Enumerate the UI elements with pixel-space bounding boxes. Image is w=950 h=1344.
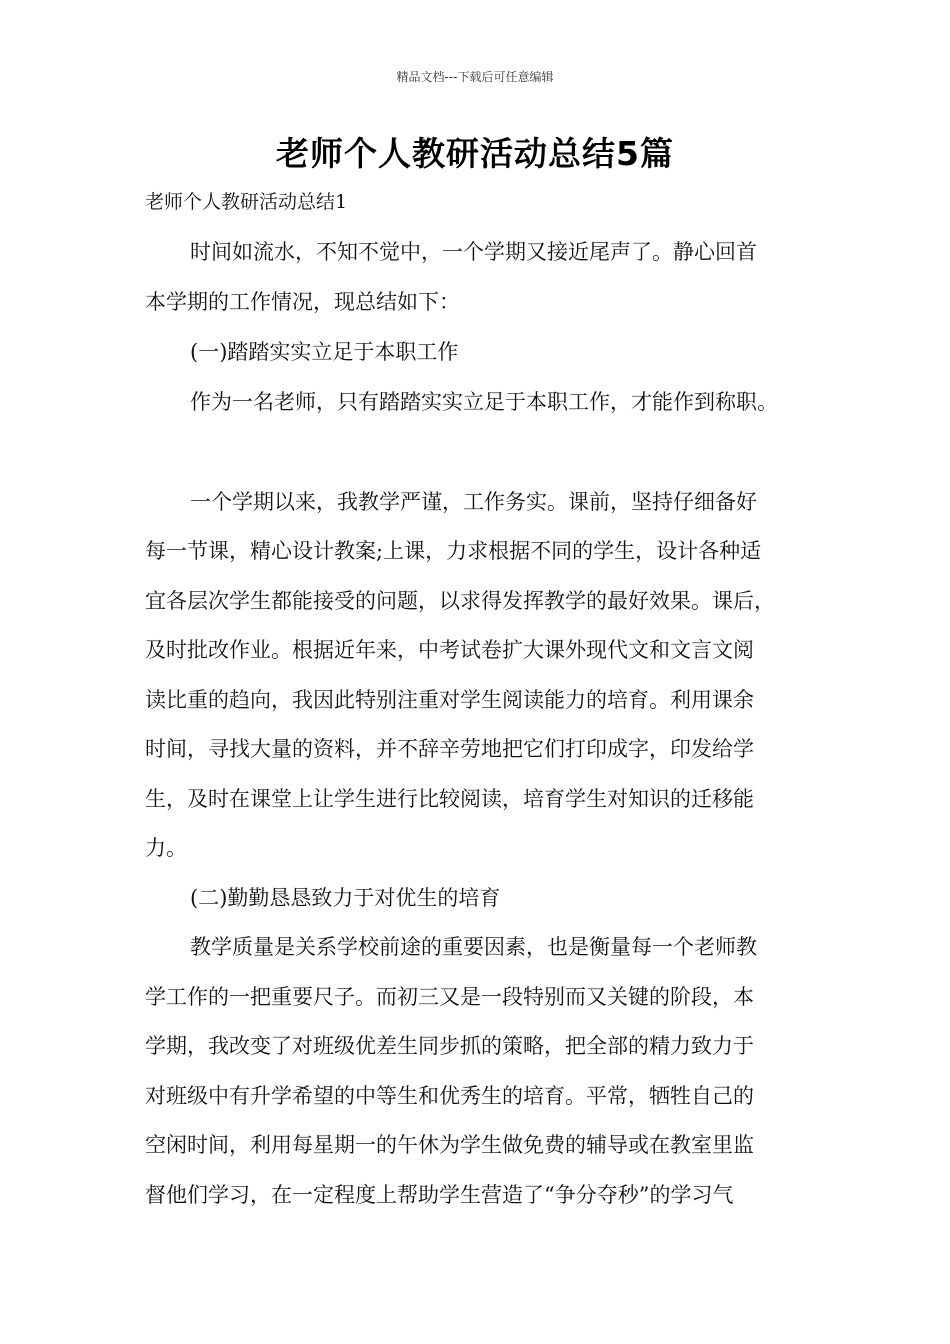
paragraph-line: 空闲时间，利用每星期一的午休为学生做免费的辅导或在教室里监 xyxy=(145,1133,754,1157)
paragraph-line: 每一节课，精心设计教案;上课，力求根据不同的学生，设计各种适 xyxy=(145,539,762,563)
header-note: 精品文档---下载后可任意编辑 xyxy=(396,70,554,84)
paragraph-line: 对班级中有升学希望的中等生和优秀生的培育。平常，牺牲自己的 xyxy=(145,1084,754,1108)
document-title: 老师个人教研活动总结5篇 xyxy=(276,134,674,173)
section-heading: (一)踏踏实实立足于本职工作 xyxy=(190,340,459,364)
paragraph-line: 及时批改作业。根据近年来，中考试卷扩大课外现代文和文言文阅 xyxy=(145,638,754,662)
paragraph-line: 力。 xyxy=(145,836,187,860)
paragraph-line: 作为一名老师，只有踏踏实实立足于本职工作，才能作到称职。 xyxy=(190,390,778,414)
paragraph-line: 宜各层次学生都能接受的问题，以求得发挥教学的最好效果。课后， xyxy=(145,589,775,613)
paragraph-line: 时间如流水，不知不觉中，一个学期又接近尾声了。静心回首 xyxy=(190,240,757,264)
paragraph-line: 学期，我改变了对班级优差生同步抓的策略，把全部的精力致力于 xyxy=(145,1034,754,1058)
paragraph-line: 本学期的工作情况，现总结如下： xyxy=(145,290,460,314)
section-heading: (二)勤勤恳恳致力于对优生的培育 xyxy=(190,886,501,910)
paragraph-line: 督他们学习，在一定程度上帮助学生营造了“争分夺秒”的学习气 xyxy=(145,1183,734,1207)
paragraph-line: 教学质量是关系学校前途的重要因素，也是衡量每一个老师教 xyxy=(190,935,757,959)
paragraph-line: 时间，寻找大量的资料，并不辞辛劳地把它们打印成字，印发给学 xyxy=(145,737,754,761)
paragraph-line: 一个学期以来，我教学严谨，工作务实。课前，坚持仔细备好 xyxy=(190,490,757,514)
paragraph-line: 学工作的一把重要尺子。而初三又是一段特别而又关键的阶段，本 xyxy=(145,985,754,1009)
paragraph-line: 读比重的趋向，我因此特别注重对学生阅读能力的培育。利用课余 xyxy=(145,688,754,712)
section-subtitle: 老师个人教研活动总结1 xyxy=(145,191,348,213)
paragraph-line: 生，及时在课堂上让学生进行比较阅读，培育学生对知识的迁移能 xyxy=(145,787,754,811)
